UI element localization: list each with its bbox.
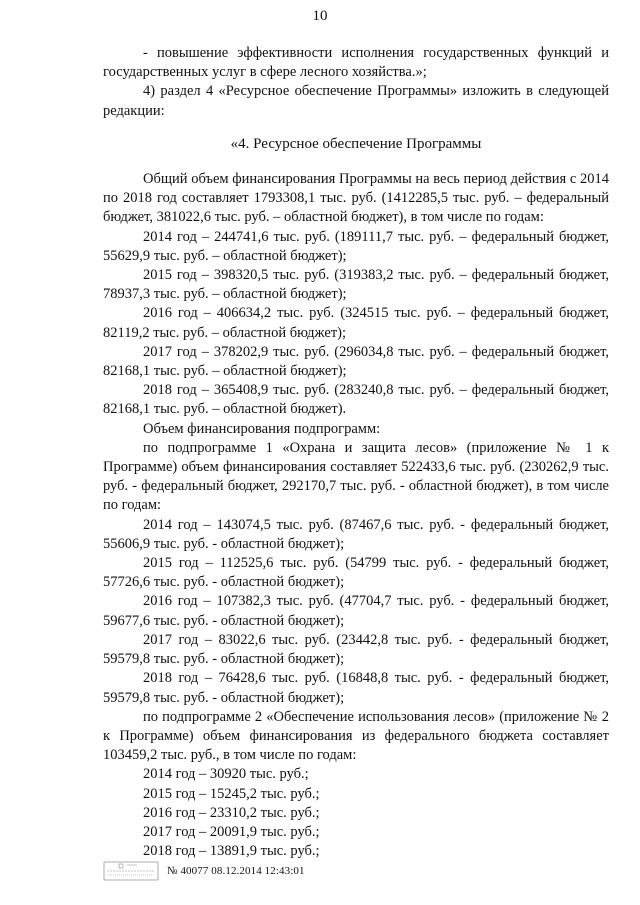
paragraph: 2016 год – 406634,2 тыс. руб. (324515 тыс. руб. – федеральный бюджет, 82119,2 тыс. руб. – областной бюджет); — [103, 305, 609, 341]
page-number: 10 — [312, 8, 328, 24]
paragraph: 2018 год – 13891,9 тыс. руб.; — [143, 843, 320, 860]
paragraph: 2016 год – 107382,3 тыс. руб. (47704,7 тыс. руб. - федеральный бюджет, 59677,6 тыс. руб. - областной бюджет); — [103, 593, 609, 629]
paragraph: 2015 год – 398320,5 тыс. руб. (319383,2 тыс. руб. – федеральный бюджет, 78937,3 тыс. руб. – областной бюджет); — [103, 267, 609, 303]
paragraph: 2015 год – 112525,6 тыс. руб. (54799 тыс. руб. - федеральный бюджет, 57726,6 тыс. руб. - областной бюджет); — [103, 555, 609, 591]
paragraph: 2014 год – 244741,6 тыс. руб. (189111,7 тыс. руб. – федеральный бюджет, 55629,9 тыс. руб. – областной бюджет); — [103, 228, 609, 264]
paragraph: 2018 год – 76428,6 тыс. руб. (16848,8 тыс. руб. - федеральный бюджет, 59579,8 тыс. руб. - областной бюджет); — [103, 670, 609, 706]
paragraph: - повышение эффективности исполнения государственных функций и государственных услуг в сфере лесного хозяйства.»; — [103, 45, 609, 81]
footer — [103, 860, 305, 882]
document-body — [103, 44, 609, 861]
paragraph: Общий объем финансирования Программы на весь период действия с 2014 по 2018 год составляет 1793308,1 тыс. руб. (1412285,5 тыс. руб. – федеральный бюджет, 381022,6 тыс. руб. – областной бюджет), в том числе по годам: — [103, 171, 609, 226]
paragraph: по подпрограмме 2 «Обеспечение использования лесов» (приложение № 2 к Программе) объем финансирования из федерального бюджета составляет 103459,2 тыс. руб., в том числе по годам: — [103, 708, 609, 764]
paragraph: 2017 год – 83022,6 тыс. руб. (23442,8 тыс. руб. - федеральный бюджет, 59579,8 тыс. руб. - областной бюджет); — [103, 631, 609, 668]
registration-stamp-icon — [103, 861, 159, 881]
paragraph: 2017 год – 378202,9 тыс. руб. (296034,8 тыс. руб. – федеральный бюджет, 82168,1 тыс. руб. – областной бюджет); — [103, 343, 609, 380]
paragraph: 4) раздел 4 «Ресурсное обеспечение Программы» изложить в следующей редакции: — [103, 83, 609, 119]
paragraph: по подпрограмме 1 «Охрана и защита лесов» (приложение № 1 к Программе) объем финансирования составляет 522433,6 тыс. руб. (230262,9 тыс. руб. - федеральный бюджет, 292170,7 тыс. руб. - областной бюджет), в том числе по годам: — [103, 439, 609, 514]
paragraph: 2014 год – 30920 тыс. руб.; — [143, 766, 309, 783]
paragraph: 2016 год – 23310,2 тыс. руб.; — [143, 804, 320, 821]
paragraph: 2014 год – 143074,5 тыс. руб. (87467,6 тыс. руб. - федеральный бюджет, 55606,9 тыс. руб. - областной бюджет); — [103, 516, 609, 552]
paragraph: 2017 год – 20091,9 тыс. руб.; — [143, 823, 320, 840]
paragraph: Объем финансирования подпрограмм: — [143, 420, 381, 437]
section-heading: «4. Ресурсное обеспечение Программы — [230, 135, 482, 152]
paragraph: 2018 год – 365408,9 тыс. руб. (283240,8 тыс. руб. – федеральный бюджет, 82168,1 тыс. руб. – областной бюджет). — [103, 382, 609, 418]
paragraph: 2015 год – 15245,2 тыс. руб.; — [143, 785, 320, 802]
document-registration-reference: № 40077 08.12.2014 12:43:01 — [167, 865, 305, 877]
